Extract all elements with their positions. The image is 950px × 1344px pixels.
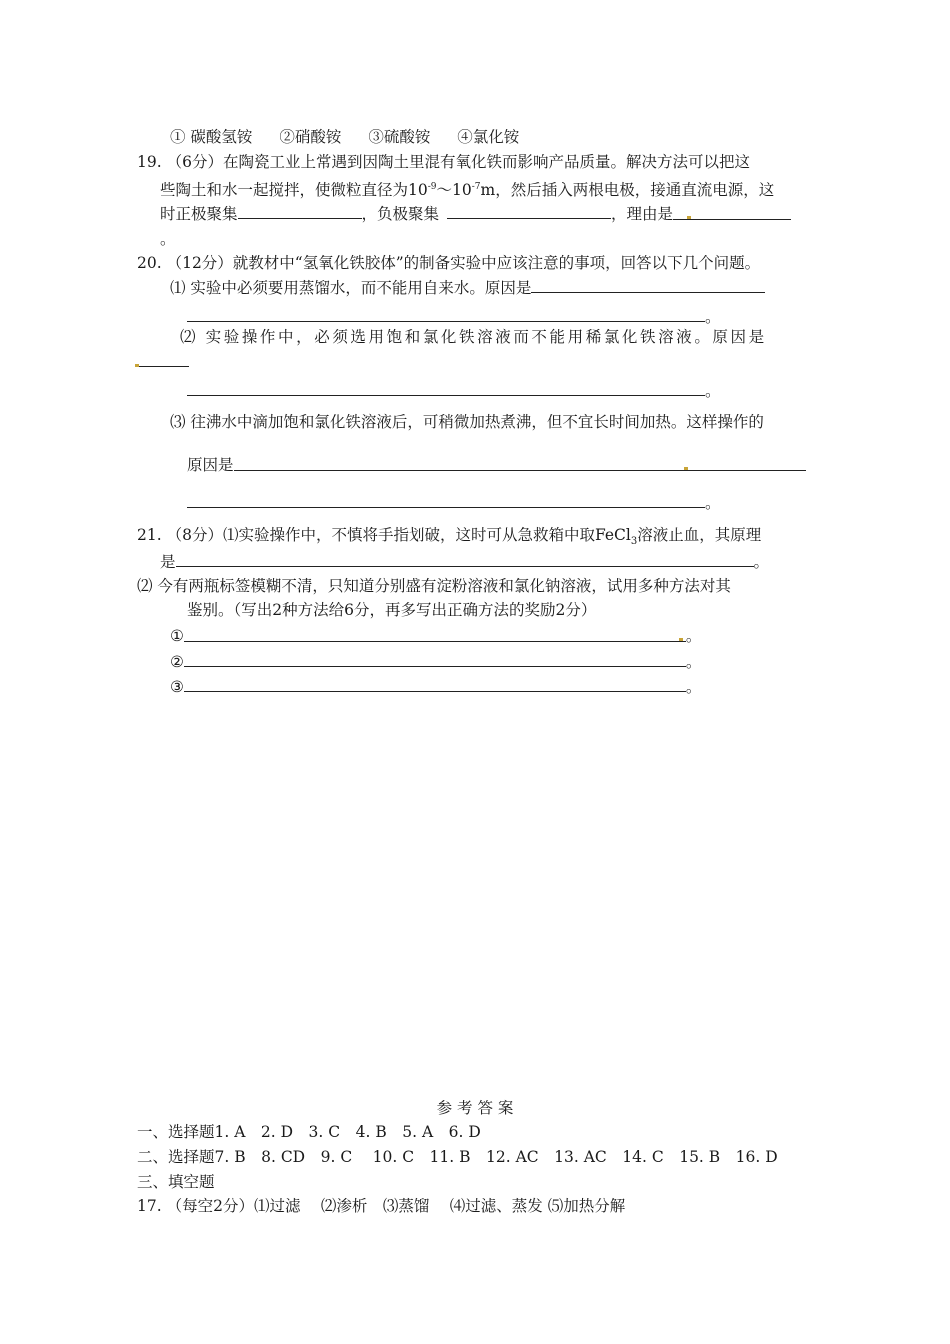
- q21-part2-cont: 鉴别。（写出2种方法给6分，再多写出正确方法的奖励2分）: [187, 601, 597, 619]
- q19-anode-blank[interactable]: [238, 203, 362, 219]
- q20-part2: ⑵ 实验操作中，必须选用饱和氯化铁溶液而不能用稀氯化铁溶液。原因是: [180, 328, 767, 346]
- q19-exponent-2: -7: [471, 182, 481, 192]
- q20-line1: 20. （12分）就教材中“氢氧化铁胶体”的制备实验中应该注意的事项，回答以下几个问题。: [137, 254, 761, 272]
- q20-part3-blank[interactable]: [234, 455, 806, 471]
- q20-part1-end: 。: [705, 308, 721, 326]
- q20-part1-text: ⑴ 实验中必须要用蒸馏水，而不能用自来水。原因是: [170, 279, 532, 297]
- q20-part1-blank[interactable]: [531, 277, 765, 293]
- answers-row-3: 三、填空题: [137, 1173, 215, 1191]
- q20-part3-reason: [187, 455, 806, 475]
- q20-part2-end: 。: [705, 382, 721, 400]
- q19-line2: [160, 177, 774, 200]
- q20-part2-blank2[interactable]: [187, 380, 705, 396]
- q19-line2-b: ～10: [436, 181, 472, 200]
- q21-line1-b: 溶液止血，其原理: [637, 526, 762, 544]
- q21-line1: [137, 525, 761, 552]
- q20-part2-blank[interactable]: [139, 351, 189, 367]
- q19-line2-a: 些陶土和水一起搅拌，使微粒直径为10: [160, 181, 428, 200]
- answers-row-1: 一、选择题1. A 2. D 3. C 4. B 5. A 6. D: [137, 1123, 481, 1141]
- q20-part2-line2: [187, 380, 721, 401]
- q21-principle-blank[interactable]: [176, 551, 754, 567]
- q21-method-1-num: ①: [170, 627, 184, 645]
- q19-exponent-1: -9: [427, 182, 437, 192]
- q20-part3-end: 。: [705, 494, 721, 512]
- q19-line3: [160, 203, 791, 224]
- q21-method-3-blank[interactable]: [184, 676, 686, 692]
- q21-method-2-end: 。: [685, 653, 702, 671]
- q20-part3-blank2[interactable]: [187, 492, 705, 508]
- q19-cathode-blank[interactable]: [447, 203, 611, 219]
- q20-part3: ⑶ 往沸水中滴加饱和氯化铁溶液后，可稍微加热煮沸，但不宜长时间加热。这样操作的: [170, 413, 764, 431]
- q21-line2: [160, 551, 769, 572]
- q20-part1-line2: [187, 306, 721, 327]
- q21-subscript: 3: [630, 536, 638, 548]
- q19-cathode-label: ，负极聚集: [361, 205, 440, 223]
- q19-anode-label: 时正极聚集: [160, 205, 238, 223]
- q19-line2-c: m，然后插入两根电极，接通直流电源，这: [480, 181, 775, 200]
- q21-method-2: [170, 651, 701, 672]
- q21-method-2-blank[interactable]: [184, 651, 686, 667]
- answers-title: 参 考 答 案: [436, 1099, 514, 1117]
- q21-method-3-end: 。: [685, 678, 702, 696]
- q21-method-1-blank[interactable]: [184, 626, 686, 642]
- q21-line1-a: 21. （8分）⑴实验操作中，不慎将手指划破，这时可从急救箱中取FeCl: [137, 526, 631, 544]
- ammonium-options-line: [170, 127, 519, 147]
- q21-line2-label: 是: [160, 553, 176, 571]
- q20-part3-line2: [187, 492, 721, 513]
- q21-method-3-num: ③: [170, 678, 184, 696]
- q21-method-1: [170, 626, 701, 646]
- option-3: ③硫酸铵: [368, 128, 431, 146]
- q20-part3-reason-label: 原因是: [187, 456, 234, 474]
- q20-part1: [170, 277, 765, 298]
- q19-line4: 。: [160, 230, 176, 248]
- option-2: ②硝酸铵: [279, 128, 342, 146]
- option-4: ④氯化铵: [457, 128, 520, 146]
- q21-method-3: [170, 676, 701, 697]
- answers-row-2: 二、选择题7. B 8. CD 9. C 10. C 11. B 12. AC 13. AC 14. C 15. B 16. D: [137, 1148, 778, 1166]
- q19-reason-blank[interactable]: [673, 204, 791, 220]
- q21-method-2-num: ②: [170, 653, 184, 671]
- answers-row-4: 17. （每空2分）⑴过滤 ⑵渗析 ⑶蒸馏 ⑷过滤、蒸发 ⑸加热分解: [137, 1197, 626, 1215]
- q19-reason-label: ，理由是: [611, 205, 674, 223]
- q21-part2: ⑵ 今有两瓶标签模糊不清，只知道分别盛有淀粉溶液和氯化钠溶液，试用多种方法对其: [137, 577, 731, 595]
- q21-method-1-end: 。: [685, 627, 702, 645]
- q19-line1: 19. （6分）在陶瓷工业上常遇到因陶土里混有氧化铁而影响产品质量。解决方法可以把这: [137, 153, 750, 171]
- q20-part1-blank2[interactable]: [187, 306, 705, 322]
- option-1: ① 碳酸氢铵: [170, 128, 253, 146]
- q20-part2-marker: [135, 351, 189, 372]
- q21-line2-end: 。: [753, 553, 770, 571]
